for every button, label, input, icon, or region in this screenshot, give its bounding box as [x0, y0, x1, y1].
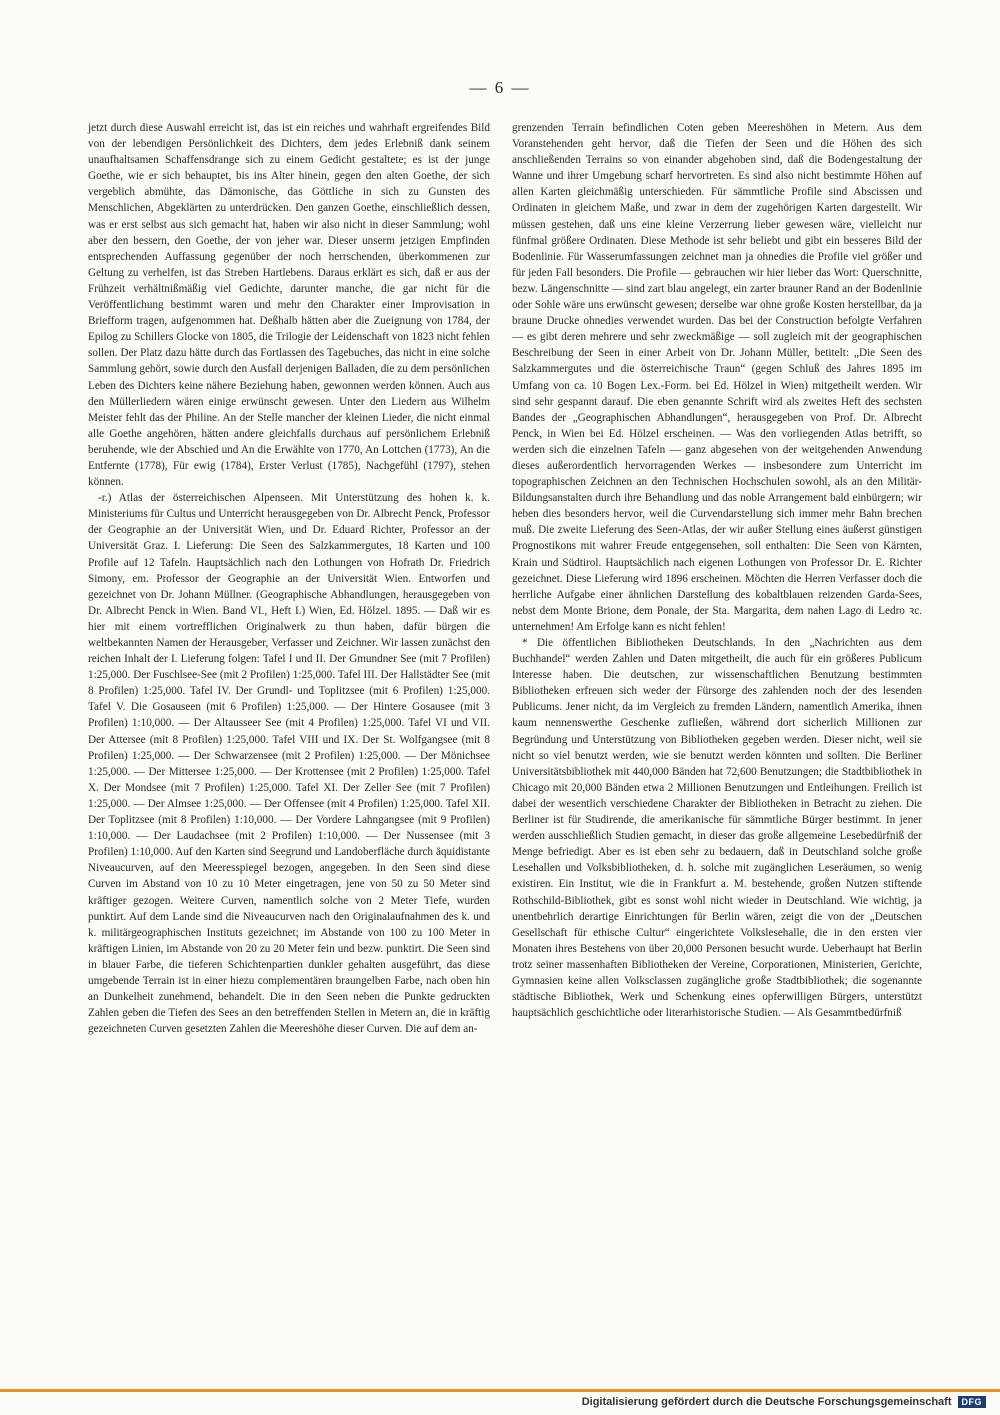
- dfg-logo-icon: DFG: [958, 1396, 987, 1408]
- article-bibliotheken: * Die öffentlichen Bibliotheken Deutschlands. In den „Nachrichten aus dem Buchhandel“ werden Zahlen und Daten mitgetheilt, die auch für ein größeres Publicum Interesse haben. Die deutschen, zur wissenschaftlichen Benutzung bestimmten Bibliotheken erfreuen sich weder der Fürsorge des zahlenden noch der des lesenden Publicums. Jener nicht, da im Vergleich zu fremden Ländern, namentlich Amerika, ihnen kaum nennenswerthe Geschenke zufließen, während dort sicherlich Millionen zur Begründung und Unterstützung von Bibliotheken gegeben werden. Dieser nicht, weil sie nicht so viel benutzt werden, wie sie benutzt werden könnten und sollten. Die Berliner Universitätsbibliothek mit 440,000 Bänden hat 72,600 Benutzungen; die Stadtbibliothek in Chicago mit 20,000 Bänden etwa 2 Millionen Benutzungen und Entleihungen. Freilich ist dabei der wesentlich verschiedene Charakter der Bibliotheken in Betracht zu ziehen. Die Berliner ist für Studirende, die amerikanische für sämmtliche Bürger bestimmt. In jener werden ausschließlich Studien gemacht, in dieser das große allgemeine Lesebedürfniß der Menge befriedigt. Aber es ist eben sehr zu bedauern, daß in Deutschland solche große Lesehallen und Volksbibliotheken, d. h. solche mit zugänglichen Leseräumen, so wenig existiren. Ein Institut, wie die in Frankfurt a. M. bestehende, großen Nutzen stiftende Rothschild-Bibliothek, gibt es sonst wohl nicht wieder in Deutschland. Wie wichtig, ja unentbehrlich derartige Einrichtungen für Berlin wären, zeigt die von der „Deutschen Gesellschaft für ethische Cultur“ eingerichtete Volkslesehalle, die in den ersten vier Monaten ihres Bestehens von über 20,000 Personen besucht wurde. Ueberhaupt hat Berlin trotz seiner massenhaften Bibliotheken der Vereine, Corporationen, Ministerien, Gerichte, Gymnasien keine allen Volksclassen zugängliche große Stadtbibliothek; die sogenannte städtische Bibliothek, Werk und Schenkung eines opferwilligen Bürgers, unterstützt hauptsächlich geschichtliche oder literarhistorische Studien. — Als Gesammtbedürfniß: [512, 637, 922, 1020]
- footer-credit-text: Digitalisierung gefördert durch die Deutsche Forschungsgemeinschaft: [581, 1396, 952, 1408]
- page-number: — 6 —: [469, 78, 531, 97]
- footer-credit: [582, 1396, 986, 1408]
- left-column: [88, 120, 490, 1037]
- article-atlas-alpenseen: -r.) Atlas der österreichischen Alpenseen. Mit Unterstützung des hohen k. k. Ministeriums für Cultus und Unterricht herausgegeben von Dr. Albrecht Penck, Professor der Geographie an der Universität Wien, und Dr. Eduard Richter, Professor an der Universität Graz. I. Lieferung: Die Seen des Salzkammergutes, 18 Karten und 100 Profile auf 12 Tafeln. Hauptsächlich nach den Lothungen von Hofrath Dr. Friedrich Simony, em. Professor der Geographie an der Universität Wien. Entworfen und gezeichnet von Dr. Johann Müllner. (Geographische Abhandlungen, herausgegeben von Dr. Albrecht Penck in Wien. Band VI., Heft I.) Wien, Ed. Hölzel. 1895. — Daß wir es hier mit einem vortrefflichen Originalwerk zu thun haben, dafür bürgen die weltbekannten Namen der Herausgeber, Verfasser und Zeichner. Wir lassen zunächst den reichen Inhalt der I. Lieferung folgen: Tafel I und II. Der Gmundner See (mit 7 Profilen) 1:25,000. Der Fuschlsee-See (mit 2 Profilen) 1:25,000. Tafel III. Der Hallstädter See (mit 8 Profilen) 1:25,000. Tafel IV. Der Grundl- und Toplitzsee (mit 6 Profilen) 1:25,000. Tafel V. Die Gosauseen (mit 6 Profilen) 1:25,000. — Der Hintere Gosausee (mit 3 Profilen) 1:10,000. — Der Altausseer See (mit 4 Profilen) 1:25,000. Tafel VI und VII. Der Attersee (mit 8 Profilen) 1:25,000. Tafel VIII und IX. Der St. Wolfgangsee (mit 8 Profilen) 1:25,000. — Der Schwarzensee (mit 2 Profilen) 1:25,000. — Der Mönichsee 1:25,000. — Der Mittersee 1:25,000. — Der Krottensee (mit 2 Profilen) 1:25,000. Tafel X. Der Mondsee (mit 7 Profilen) 1:25,000. Tafel XI. Der Zeller See (mit 7 Profilen) 1:25,000. — Der Almsee 1:25,000. — Der Offensee (mit 4 Profilen) 1:25,000. Tafel XII. Der Toplitzsee (mit 8 Profilen) 1:10,000. — Der Vordere Lahngangsee (mit 9 Profilen) 1:10,000. — Der Laudachsee (mit 2 Profilen) 1:10,000. — Der Nussensee (mit 3 Profilen) 1:10,000. Auf den Karten sind Seegrund und Landoberfläche durch äquidistante Niveaucurven, auf den Meeresspiegel bezogen, angegeben. In den Seen sind diese Curven im Abstand von 10 zu 10 Meter eingetragen, jene von 50 zu 50 Meter sind kräftiger gezogen. Weitere Curven, namentlich solche von 2 Meter Tiefe, wurden punktirt. Auf dem Lande sind die Niveaucurven nach den Originalaufnahmen des k. und k. militärgeographischen Instituts gezeichnet; im Abstande von 100 zu 100 Meter in kräftigen Linien, im Abstande von 20 zu 20 Meter fein und bezw. punktirt. Die Seen sind in blauer Farbe, die tieferen Schichtenpartien dunkler gehalten ausgeführt, das diese umgebende Terrain ist in einer hiezu complementären braungelben Farbe, nach oben hin an Dunkelheit zunehmend, behandelt. Die in den Seen neben die Punkte gedruckten Zahlen geben die Tiefen des Sees an den betreffenden Stellen in Metern an, die in kräftig gezeichneten Curven gesetzten Zahlen die Meereshöhe dieser Curven. Die auf dem an-: [88, 492, 490, 1036]
- footer-rule: [0, 1389, 1000, 1392]
- article-atlas-continued: grenzenden Terrain befindlichen Coten geben Meereshöhen in Metern. Aus dem Voranstehenden geht hervor, daß die Tiefen der Seen und die Höhen des sich anschließenden Terrains so von einander abgehoben sind, daß die Bodengestaltung der Wanne und ihrer Umgebung scharf hervortreten. Es sind also nicht bestimmte Höhen auf allen Karten gleichmäßig unterschieden. Für sämmtliche Profile sind Abscissen und Ordinaten in gleichem Maße, und zwar in dem der zugehörigen Karten dargestellt. Wir müssen gestehen, daß uns eine kleine Verzerrung lieber gewesen wäre, vielleicht nur fünfmal größere Ordinaten. Diese Methode ist sehr beliebt und gibt ein besseres Bild der Bodenlinie. Für Wasserumfassungen zeichnet man ja ohnedies die Profile viel größer und für jeden Fall besonders. Die Profile — gebrauchen wir hier lieber das Wort: Querschnitte, bezw. Längenschnitte — sind zart blau angelegt, ein zarter brauner Rand an der Bodenlinie oder Sohle wäre uns erwünscht gewesen; derselbe war ohne große Kosten herstellbar, da ja braune Drucke ohnedies verwendet wurden. Das bei der Construction befolgte Verfahren — es gibt deren mehrere und sehr zweckmäßige — soll zugleich mit der geographischen Beschreibung der Seen in einer Arbeit von Dr. Johann Müller, betitelt: „Die Seen des Salzkammergutes und die österreichische Traun“ (gegen Schluß des Jahres 1895 im Umfang von ca. 10 Bogen Lex.-Form. bei Ed. Hölzel in Wien) mitgetheilt werden. Wir sind sehr gespannt darauf. Die eben genannte Schrift wird als zweites Heft des sechsten Bandes der „Geographischen Abhandlungen“, herausgegeben von Prof. Dr. Albrecht Penck, in Wien bei Ed. Hölzel erscheinen. — Was den vorliegenden Atlas betrifft, so werden sich die einzelnen Tafeln — ganz abgesehen von der weitgehenden Anwendung dieses außerordentlich hervorragenden Werkes — insbesondere zum Unterricht im topographischen Zeichnen an den Technischen Hochschulen sowohl, als an den Militär-Bildungsanstalten durch ihre Behandlung und das noble Arrangement bald einbürgern; wir heben dies besonders hervor, weil die Curvendarstellung sich immer mehr Bahn brechen muß. Die zweite Lieferung des Seen-Atlas, der wir außer Stellung eines äußerst günstigen Prognostikons mit wahrer Freude entgegensehen, soll enthalten: Die Seen von Kärnten, Krain und Südtirol. Hauptsächlich nach eigenen Lothungen von Professor Dr. E. Richter gezeichnet. Diese Lieferung wird 1896 erscheinen. Möchten die Herren Verfasser doch die herrliche Aufgabe einer ähnlichen Darstellung des kobaltblauen reizenden Garda-Sees, nebst dem Monte Brione, dem Ponale, der Sta. Margarita, dem nahen Lago di Ledro ꝛc. unternehmen! Am Erfolge kann es nicht fehlen!: [512, 122, 922, 633]
- article-goethe-review: jetzt durch diese Auswahl erreicht ist, das ist ein reiches und wahrhaft ergreifendes Bild von der lebendigen Persönlichkeit des Dichters, dem jedes Erlebniß dank seinem unaufhaltsamen Schaffensdrange sich zu einem Gedicht gestaltete; es ist der junge Goethe, wie er sich behauptet, bis ins Alter hinein, gegen den alten Goethe, der sich vergeblich abmühte, das Dämonische, das Göttliche in sich zu Gunsten des Menschlichen, Abgeklärten zu unterdrücken. Den ganzen Goethe, einschließlich dessen, was er erst selbst aus sich gemacht hat, haben wir also nicht in dieser Sammlung; wohl aber den bessern, den Goethe, der von jeher war. Dieser unserm jetzigen Empfinden entsprechenden Auffassung gegenüber der noch herrschenden, überkommenen zur Geltung zu verhelfen, ist das Streben Hartlebens. Daraus erklärt es sich, daß er aus der Frühzeit verhältnißmäßig viel Gedichte, darunter manche, die gar nicht für die Veröffentlichung bestimmt waren und mehr den Charakter einer Improvisation in Briefform tragen, aufgenommen hat. Deßhalb hätten aber die Zueignung von 1784, der Epilog zu Schillers Glocke von 1805, die Trilogie der Leidenschaft von 1823 nicht fehlen sollen. Der Platz dazu hätte durch das Fortlassen des Tagebuches, das nicht in eine solche Sammlung gehört, sowie durch den Ausfall derjenigen Balladen, die zu dem persönlichen Leben des Dichters keine nähere Beziehung haben, gewonnen werden können. Auch aus den Müllerliedern wären einige erwünscht gewesen. Unter den Liedern aus Wilhelm Meister fehlt das der Philine. An der Stelle mancher der kleinen Lieder, die nicht einmal alle Goethe angehören, hätten andere gleichfalls durchaus auf persönlichem Erlebniß beruhende, wie der Abschied und An die Erwählte von 1770, An Lottchen (1773), An die Entfernte (1778), Für ewig (1784), Erster Verlust (1785), Nachgefühl (1797), stehen können.: [88, 122, 490, 489]
- right-column: [512, 120, 922, 1021]
